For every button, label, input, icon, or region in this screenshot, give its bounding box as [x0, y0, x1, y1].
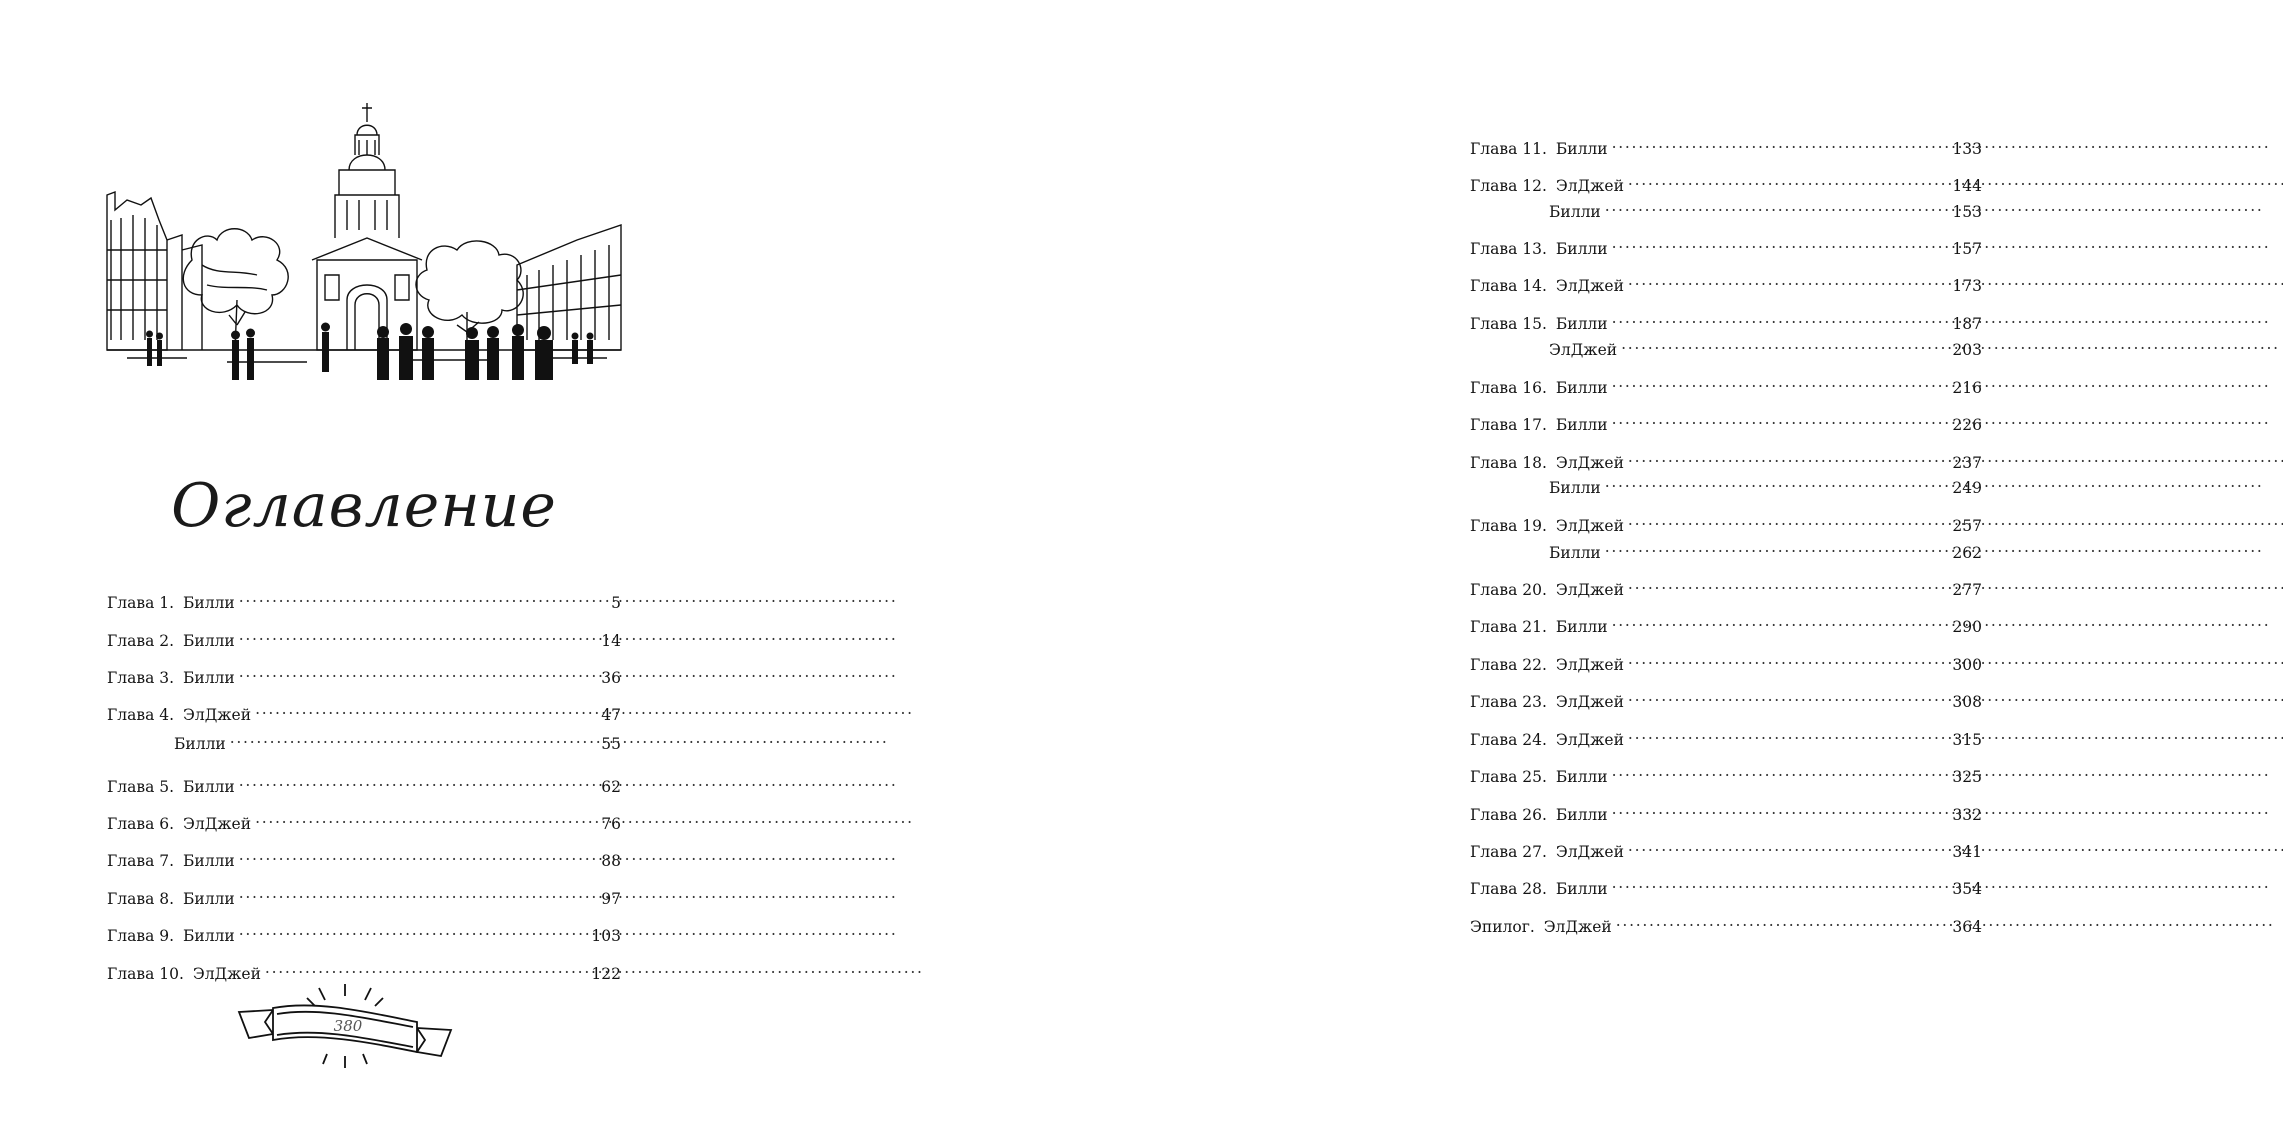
dot-leader [239, 770, 598, 792]
toc-entry-page: 300 [1952, 656, 1982, 674]
toc-entry [1470, 195, 1982, 223]
toc-entry [1470, 371, 1982, 399]
toc-entry-chapter: Глава 11. [1470, 140, 1547, 158]
toc-entry [1470, 536, 1982, 564]
toc-entry-name: ЭлДжей [1555, 656, 1624, 674]
dot-leader [239, 882, 598, 904]
toc-entry [107, 661, 621, 689]
dot-leader [255, 807, 597, 829]
toc-entry-name: ЭлДжей [192, 965, 261, 983]
toc-entry-page: 76 [601, 815, 621, 833]
toc-entry [107, 807, 621, 835]
toc-entry-page: 325 [1952, 768, 1982, 786]
toc-entry [107, 624, 621, 652]
dot-leader [239, 661, 598, 683]
toc-entry-name: ЭлДжей [182, 706, 252, 724]
toc-entry-name: ЭлДжей [1555, 693, 1624, 711]
dot-leader [239, 586, 607, 608]
toc-entry-name: ЭлДжей [182, 815, 252, 833]
toc-entry-page: 226 [1952, 416, 1982, 434]
toc-entry-page: 157 [1952, 240, 1982, 258]
toc-entry [107, 882, 621, 910]
toc-entry-name: Билли [182, 927, 235, 945]
toc-entry-name: Билли [182, 669, 235, 687]
toc-entry-name: Билли [1555, 806, 1608, 824]
toc-entry [1470, 232, 1982, 260]
toc-entry-name: Билли [1555, 315, 1608, 333]
toc-entry [107, 957, 621, 985]
toc-entry-chapter: Глава 19. [1470, 517, 1547, 535]
toc-entry-chapter: Глава 23. [1470, 693, 1547, 711]
toc-entry-chapter: Глава 20. [1470, 581, 1547, 599]
toc-entry-chapter: Глава 22. [1470, 656, 1547, 674]
toc-entry [1470, 269, 1982, 297]
dot-leader [1628, 446, 1948, 468]
toc-entry [1470, 509, 1982, 537]
dot-leader [1612, 872, 1949, 894]
toc-entry-chapter: Глава 12. [1470, 177, 1547, 195]
toc-entry-page: 332 [1952, 806, 1982, 824]
toc-entry [1470, 573, 1982, 601]
toc-entry-chapter: Глава 26. [1470, 806, 1547, 824]
dot-leader [1605, 471, 1949, 493]
dot-leader [1628, 723, 1948, 745]
toc-entry-chapter: Глава 14. [1470, 277, 1547, 295]
toc-entry-page: 203 [1952, 341, 1982, 359]
toc-entry-page: 257 [1952, 517, 1982, 535]
toc-entry-page: 153 [1952, 203, 1982, 221]
dot-leader [1605, 536, 1949, 558]
toc-entry-page: 144 [1952, 177, 1982, 195]
toc-entry-name: ЭлДжей [1543, 918, 1612, 936]
toc-entry [1470, 333, 1982, 361]
toc-entry [1470, 610, 1982, 638]
toc-entry [107, 727, 621, 755]
toc-entry [107, 770, 621, 798]
toc-entry-page: 103 [591, 927, 621, 945]
toc-entry-chapter: Глава 3. [107, 669, 175, 687]
toc-entry-name: Билли [1555, 240, 1608, 258]
toc-entry [1470, 471, 1982, 499]
toc-entry-page: 315 [1952, 731, 1982, 749]
toc-entry-chapter: Глава 5. [107, 778, 175, 796]
toc-entry-name: ЭлДжей [1549, 341, 1618, 359]
toc-entry-name: ЭлДжей [1555, 581, 1624, 599]
toc-entry-page: 97 [601, 890, 621, 908]
toc-entry-page: 237 [1952, 454, 1982, 472]
dot-leader [1612, 610, 1949, 632]
dot-leader [1612, 798, 1949, 820]
toc-entry-name: Билли [182, 594, 235, 612]
toc-entry [1470, 648, 1982, 676]
toc-entry-chapter: Глава 27. [1470, 843, 1547, 861]
toc-entry [107, 844, 621, 872]
toc-entry [1470, 685, 1982, 713]
toc-entry [1470, 910, 1982, 938]
toc-entry-name: Билли [1555, 379, 1608, 397]
dot-leader [1612, 760, 1949, 782]
toc-entry-name: ЭлДжей [1555, 454, 1624, 472]
toc-entry-name: Билли [1549, 544, 1601, 562]
toc-entry [107, 698, 621, 726]
toc-entry-name: Билли [1555, 768, 1608, 786]
toc-entry-chapter: Глава 7. [107, 852, 175, 870]
toc-entry-name: Билли [1555, 140, 1608, 158]
toc-entry-chapter: Глава 6. [107, 815, 175, 833]
dot-leader [1616, 910, 1949, 932]
toc-entry-page: 62 [601, 778, 621, 796]
right-page [697, 0, 1982, 1125]
toc-entry [1470, 760, 1982, 788]
toc-entry-name: Билли [182, 778, 235, 796]
toc-entry [107, 919, 621, 947]
toc-entry-page: 55 [601, 735, 621, 753]
dot-leader [1628, 169, 1948, 191]
toc-entry-name: Билли [1555, 618, 1608, 636]
toc-entry-page: 14 [601, 632, 621, 650]
page-number: 380 [333, 1017, 363, 1035]
toc-entry-page: 88 [601, 852, 621, 870]
toc-entry [1470, 307, 1982, 335]
toc-entry-name: Билли [182, 632, 235, 650]
toc-entry-chapter: Глава 4. [107, 706, 175, 724]
toc-entry-chapter: Глава 1. [107, 594, 175, 612]
toc-entry-page: 122 [591, 965, 621, 983]
toc-entry-name: ЭлДжей [1555, 277, 1624, 295]
toc-entry-page: 308 [1952, 693, 1982, 711]
toc-entry [1470, 408, 1982, 436]
toc-entry [1470, 723, 1982, 751]
dot-leader [1628, 269, 1948, 291]
toc-entry-chapter: Глава 24. [1470, 731, 1547, 749]
toc-entry-page: 133 [1952, 140, 1982, 158]
toc-entry-chapter: Глава 21. [1470, 618, 1547, 636]
toc-entry-name: ЭлДжей [1555, 843, 1624, 861]
toc-entry-chapter: Глава 9. [107, 927, 175, 945]
dot-leader [1605, 195, 1949, 217]
toc-entry-page: 354 [1952, 880, 1982, 898]
toc-entry-name: ЭлДжей [1555, 177, 1624, 195]
toc-entry-name: Билли [1555, 416, 1608, 434]
dot-leader [1628, 835, 1948, 857]
toc-entry-chapter: Глава 16. [1470, 379, 1547, 397]
dot-leader [255, 698, 597, 720]
left-page [0, 0, 697, 1125]
toc-entry-page: 5 [611, 594, 621, 612]
toc-entry-chapter: Глава 8. [107, 890, 175, 908]
toc-entry-name: Билли [174, 735, 226, 753]
toc-entry-name: Билли [1549, 479, 1601, 497]
toc-entry-name: Билли [1555, 880, 1608, 898]
toc-entry-chapter: Глава 25. [1470, 768, 1547, 786]
toc-entry-page: 216 [1952, 379, 1982, 397]
dot-leader [1621, 333, 1948, 355]
toc-entry [1470, 446, 1982, 474]
toc-entry-name: ЭлДжей [1555, 517, 1624, 535]
dot-leader [1628, 648, 1948, 670]
dot-leader [1628, 509, 1948, 531]
toc-entry-chapter: Глава 13. [1470, 240, 1547, 258]
dot-leader [1612, 132, 1949, 154]
toc-entry-page: 277 [1952, 581, 1982, 599]
toc-entry [1470, 872, 1982, 900]
toc-entry-page: 47 [601, 706, 621, 724]
toc-entry-chapter: Глава 15. [1470, 315, 1547, 333]
toc-entry-page: 187 [1952, 315, 1982, 333]
dot-leader [1628, 685, 1948, 707]
toc-title: Оглавление [171, 471, 557, 541]
toc-entry-page: 341 [1952, 843, 1982, 861]
toc-entry-chapter: Глава 18. [1470, 454, 1547, 472]
toc-entry-chapter: Глава 28. [1470, 880, 1547, 898]
toc-entry-page: 173 [1952, 277, 1982, 295]
toc-entry-page: 262 [1952, 544, 1982, 562]
dot-leader [1612, 408, 1949, 430]
toc-entry-name: ЭлДжей [1555, 731, 1624, 749]
toc-entry-chapter: Эпилог. [1470, 918, 1535, 936]
campus-bell-tower-illustration [107, 100, 621, 385]
toc-entry-name: Билли [182, 890, 235, 908]
toc-entry [1470, 798, 1982, 826]
toc-entry-chapter: Глава 10. [107, 965, 184, 983]
toc-entry-page: 36 [601, 669, 621, 687]
dot-leader [239, 919, 588, 941]
dot-leader [265, 957, 587, 979]
dot-leader [1612, 232, 1949, 254]
dot-leader [1612, 371, 1949, 393]
toc-entry-page: 290 [1952, 618, 1982, 636]
toc-entry-page: 364 [1952, 918, 1982, 936]
toc-entry [1470, 169, 1982, 197]
toc-entry-name: Билли [1549, 203, 1601, 221]
dot-leader [1628, 573, 1948, 595]
dot-leader [1612, 307, 1949, 329]
toc-entry-page: 249 [1952, 479, 1982, 497]
toc-entry-name: Билли [182, 852, 235, 870]
toc-entry-chapter: Глава 2. [107, 632, 175, 650]
dot-leader [230, 727, 598, 749]
dot-leader [239, 844, 598, 866]
dot-leader [239, 624, 598, 646]
toc-entry-chapter: Глава 17. [1470, 416, 1547, 434]
toc-entry [1470, 132, 1982, 160]
toc-entry [107, 586, 621, 614]
toc-entry [1470, 835, 1982, 863]
